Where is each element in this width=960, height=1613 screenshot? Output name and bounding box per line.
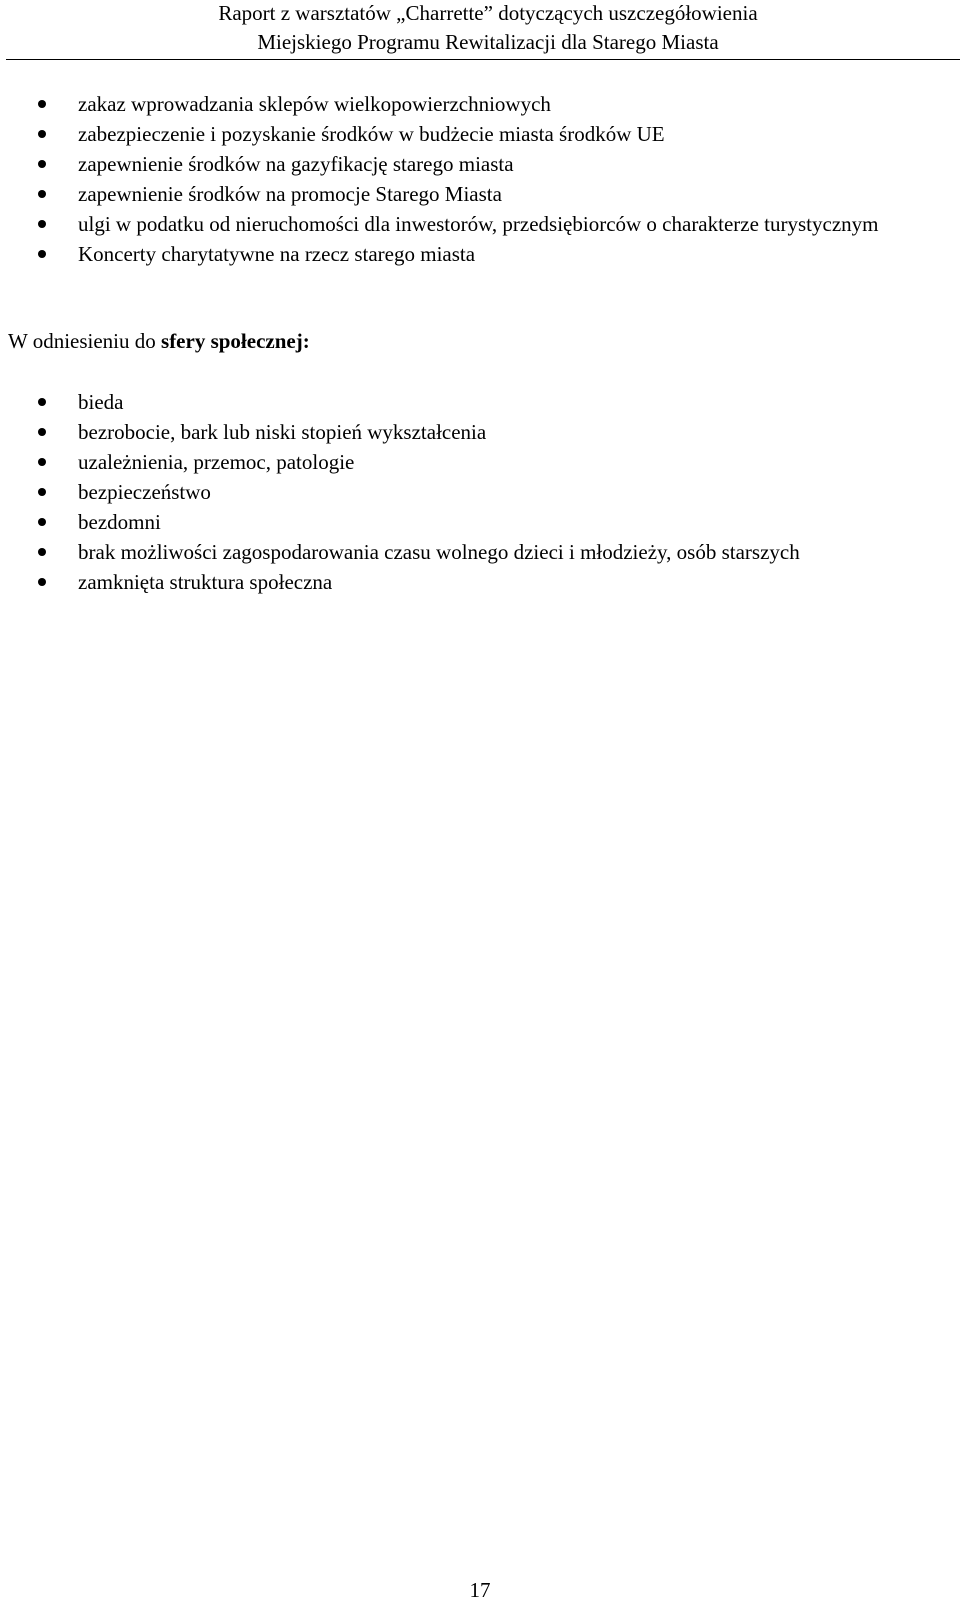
list-item-text: zapewnienie środków na gazyfikację starego miasta [78, 152, 514, 176]
social-sphere-heading [8, 326, 310, 356]
list-item-text: bieda [78, 390, 124, 414]
list-item [0, 417, 960, 447]
list-item-text: uzależnienia, przemoc, patologie [78, 450, 355, 474]
list-item-text: brak możliwości zagospodarowania czasu wolnego dzieci i młodzieży, osób starszych [78, 540, 800, 564]
list-item [0, 179, 960, 209]
bullet-icon [38, 518, 46, 526]
list-item-text: bezrobocie, bark lub niski stopień wykształcenia [78, 420, 487, 444]
list-item [0, 209, 960, 239]
list-item-text: bezpieczeństwo [78, 480, 211, 504]
list-item-text: bezdomni [78, 510, 161, 534]
economic-issues-list [0, 89, 960, 269]
list-item [0, 507, 960, 537]
social-issues-list [0, 387, 960, 597]
list-item-text: zakaz wprowadzania sklepów wielkopowierzchniowych [78, 92, 551, 116]
header-divider [6, 59, 960, 60]
list-item [0, 239, 960, 269]
bullet-icon [38, 578, 46, 586]
bullet-icon [38, 428, 46, 436]
list-item [0, 387, 960, 417]
page-header [0, 0, 960, 57]
bullet-icon [38, 190, 46, 198]
list-item [0, 567, 960, 597]
bullet-icon [38, 100, 46, 108]
list-item [0, 537, 960, 567]
bullet-icon [38, 250, 46, 258]
list-item [0, 89, 960, 119]
bullet-icon [38, 398, 46, 406]
section-label-bold: sfery społecznej: [161, 329, 310, 353]
bullet-icon [38, 548, 46, 556]
bullet-icon [38, 160, 46, 168]
list-item-text: zapewnienie środków na promocje Starego Miasta [78, 182, 502, 206]
list-item-text: zabezpieczenie i pozyskanie środków w budżecie miasta środków UE [78, 122, 665, 146]
list-item-text: zamknięta struktura społeczna [78, 570, 333, 594]
list-item [0, 447, 960, 477]
header-title-line-1: Raport z warsztatów „Charrette” dotyczących uszczegółowienia [218, 1, 758, 25]
list-item [0, 119, 960, 149]
list-item [0, 477, 960, 507]
list-item-text: ulgi w podatku od nieruchomości dla inwestorów, przedsiębiorców o charakterze turystycznym [78, 212, 879, 236]
bullet-icon [38, 488, 46, 496]
bullet-icon [38, 220, 46, 228]
page-number: 17 [469, 1578, 491, 1602]
bullet-icon [38, 130, 46, 138]
list-item [0, 149, 960, 179]
bullet-icon [38, 458, 46, 466]
list-item-text: Koncerty charytatywne na rzecz starego miasta [78, 242, 476, 266]
section-label-prefix: W odniesieniu do [8, 329, 162, 353]
header-title-line-2: Miejskiego Programu Rewitalizacji dla Starego Miasta [257, 30, 719, 54]
